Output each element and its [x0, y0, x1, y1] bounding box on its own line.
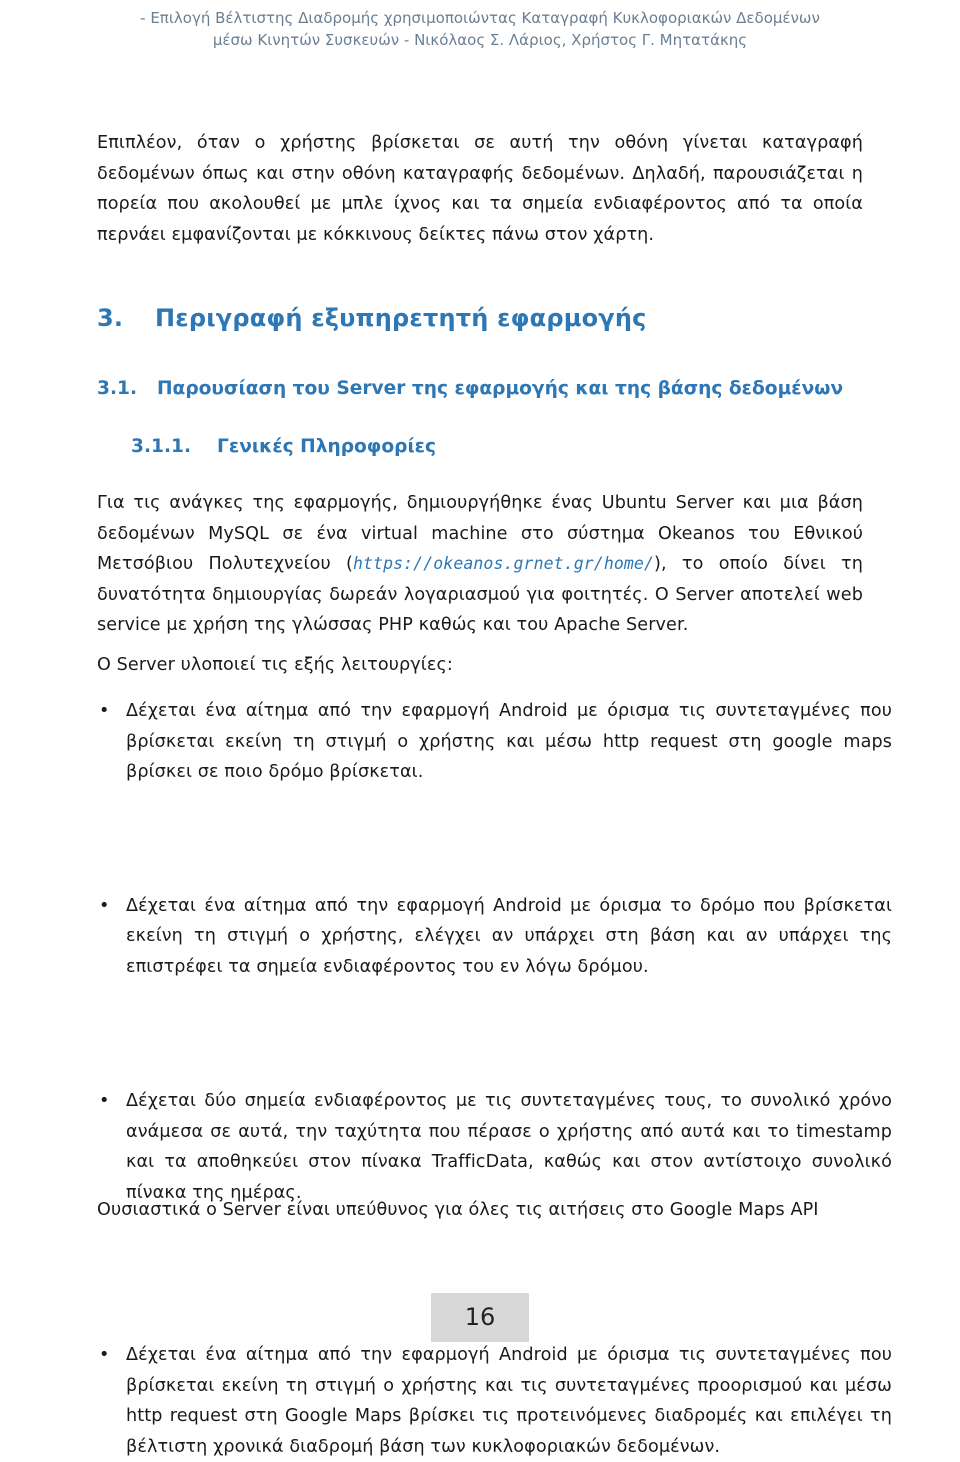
section-number: 3.: [97, 304, 124, 332]
general-info-text-before: Για τις ανάγκες της εφαρμογής, δημιουργήθηκε ένας Ubuntu Server και μια βάση δεδομένων MySQL σε ένα virtual machine στο σύστημα Okeanos του Εθνικού Μετσόβιου Πολυτεχνείου (: [97, 493, 863, 574]
list-item-text: Δέχεται ένα αίτημα από την εφαρμογή Android με όρισμα τις συντεταγμένες που βρίσκεται εκείνη τη στιγμή ο χρήστης και τις συντεταγμένες προορισμού και μέσω http request στη Google Maps βρίσκει τις προτεινόμενες διαδρομές και επιλέγει τη βέλτιστη χρονικά διαδρομή βάση των κυκλοφοριακών δεδομένων.: [126, 1345, 892, 1457]
header-line-1: - Επιλογή Βέλτιστης Διαδρομής χρησιμοποιώντας Καταγραφή Κυκλοφοριακών Δεδομένων: [140, 9, 820, 27]
okeanos-link[interactable]: https://okeanos.grnet.gr/home/: [352, 554, 654, 573]
list-item: [97, 891, 892, 983]
header-line-2: μέσω Κινητών Συσκευών - Νικόλαος Σ. Λάριος, Χρήστος Γ. Μητατάκης: [212, 31, 748, 49]
general-info-paragraph: [97, 488, 863, 641]
list-item: [97, 696, 892, 788]
page-number-box: [431, 1293, 529, 1342]
running-header: [0, 7, 960, 51]
list-item-text: Δέχεται ένα αίτημα από την εφαρμογή Android με όρισμα τις συντεταγμένες που βρίσκεται εκείνη τη στιγμή ο χρήστης και μέσω http request στη google maps βρίσκει σε ποιο δρόμο βρίσκεται.: [126, 701, 892, 782]
general-info-text-after: ), το οποίο δίνει τη δυνατότητα δημιουργίας δωρεάν λογαριασμού για φοιτητές. Ο Server αποτελεί web service με χρήση της γλώσσας PHP καθώς και του Apache Server.: [97, 554, 864, 635]
section-title: Περιγραφή εξυπηρετητή εφαρμογής: [155, 304, 647, 332]
list-item-text: Δέχεται δύο σημεία ενδιαφέροντος με τις συντεταγμένες τους, το συνολικό χρόνο ανάμεσα σε αυτά, την ταχύτητα που πέρασε ο χρήστης από αυτά και το timestamp και τα αποθηκεύει στον πίνακα TrafficData, καθώς και στον αντίστοιχο συνολικό πίνακα της ημέρας.: [126, 1091, 892, 1203]
subsubsection-number: 3.1.1.: [131, 436, 192, 457]
functions-intro: Ο Server υλοποιεί τις εξής λειτουργίες:: [97, 655, 453, 675]
bullet-icon: •: [99, 1091, 110, 1111]
closing-paragraph: Ουσιαστικά ο Server είναι υπεύθυνος για όλες τις αιτήσεις στο Google Maps API: [97, 1200, 819, 1220]
bullet-icon: •: [99, 895, 110, 916]
subsubsection-heading: [131, 436, 436, 457]
bullet-icon: •: [99, 701, 110, 721]
list-item-text: Δέχεται ένα αίτημα από την εφαρμογή Android με όρισμα το δρόμο που βρίσκεται εκείνη τη στιγμή ο χρήστης, ελέγχει αν υπάρχει στη βάση και αν υπάρχει της επιστρέφει τα σημεία ενδιαφέροντος του εν λόγω δρόμου.: [126, 895, 892, 977]
subsection-heading: [97, 378, 843, 399]
bullet-icon: •: [99, 1345, 110, 1365]
subsection-number: 3.1.: [97, 378, 138, 399]
intro-paragraph: Επιπλέον, όταν ο χρήστης βρίσκεται σε αυτή την οθόνη γίνεται καταγραφή δεδομένων όπως και στην οθόνη καταγραφής δεδομένων. Δηλαδή, παρουσιάζεται η πορεία που ακολουθεί με μπλε ίχνος και τα σημεία ενδιαφέροντος από τα οποία περνάει εμφανίζονται με κόκκινους δείκτες πάνω στον χάρτη.: [97, 133, 863, 245]
list-item: [97, 1086, 892, 1208]
list-item: [97, 1340, 892, 1462]
subsubsection-title: Γενικές Πληροφορίες: [217, 436, 437, 457]
page-number: 16: [464, 1303, 496, 1331]
section-heading: [97, 304, 647, 332]
subsection-title: Παρουσίαση του Server της εφαρμογής και της βάσης δεδομένων: [157, 378, 844, 399]
